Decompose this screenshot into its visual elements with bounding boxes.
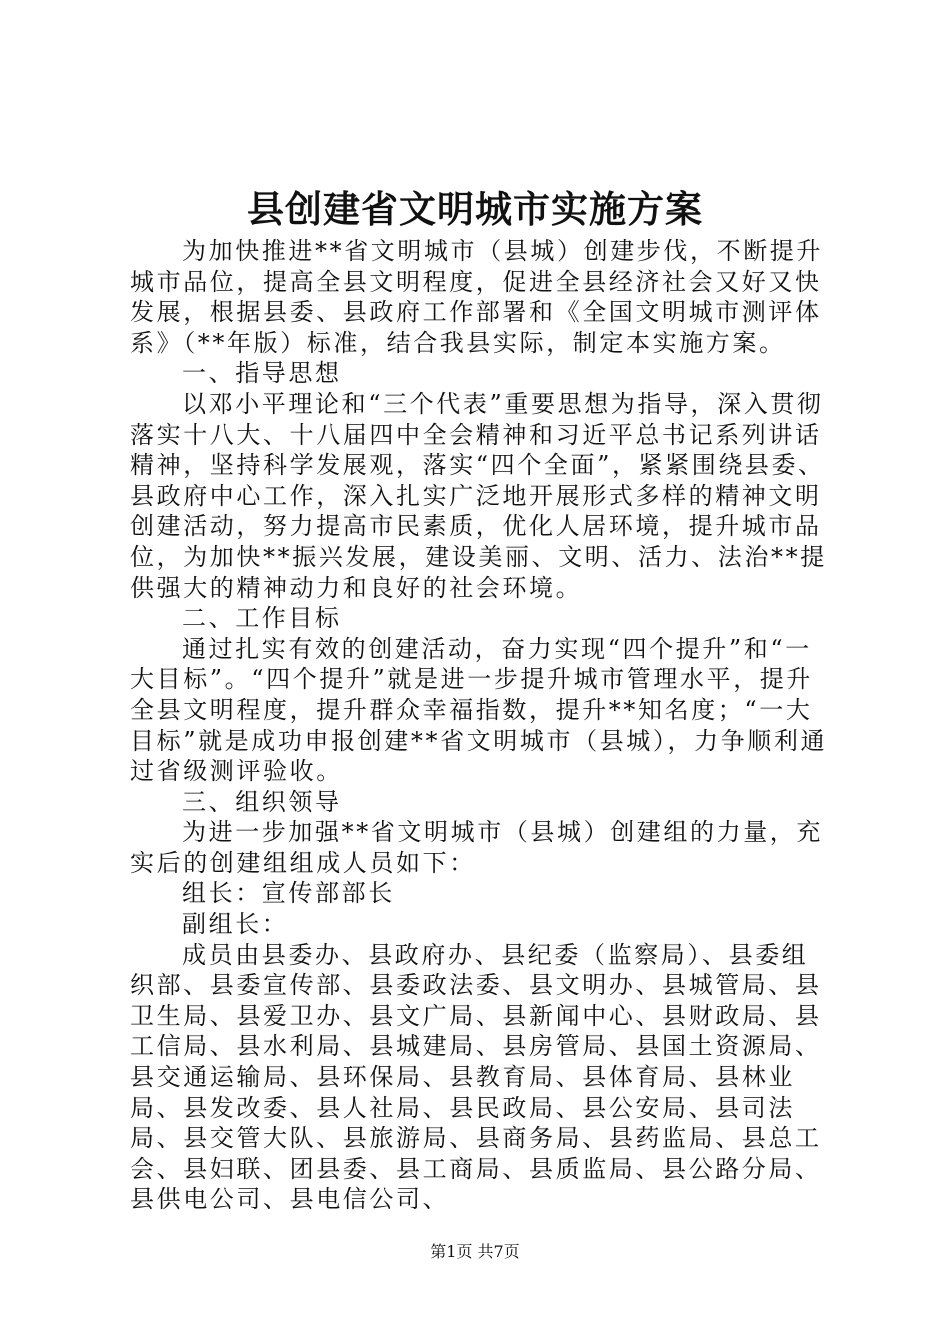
members-paragraph: 成员由县委办、县政府办、县纪委（监察局）、县委组织部、县委宣传部、县委政法委、县文明办、县城管局、县卫生局、县爱卫办、县文广局、县新闻中心、县财政局、县工信局、县水利局、县城建局、县房管局、县国土资源局、县交通运输局、县环保局、县教育局、县体育局、县林业局、县发改委、县人社局、县民政局、县公安局、县司法局、县交管大队、县旅游局、县商务局、县药监局、县总工会、县妇联、团县委、县工商局、县质监局、县公路分局、县供电公司、县电信公司、 [130,940,822,1214]
organization-paragraph: 为进一步加强**省文明城市（县城）创建组的力量，充实后的创建组组成人员如下： [130,818,823,877]
document-body [130,236,830,1215]
deputy-leader-line: 副组长： [182,910,289,939]
work-goals-paragraph: 通过扎实有效的创建活动，奋力实现“四个提升”和“一大目标”。“四个提升”就是进一步提升城市管理水平，提升全县文明程度，提升群众幸福指数，提升**知名度；“一大目标”就是成功申报创建**省文明城市（县城），力争顺利通过省级测评验收。 [130,634,828,786]
page-footer: 第1页 共7页 [430,1242,520,1261]
group-leader-line: 组长：宣传部部长 [182,879,395,908]
section-heading-work-goals: 二、工作目标 [182,604,342,633]
document-title: 县创建省文明城市实施方案 [247,187,703,231]
guiding-thought-paragraph: 以邓小平理论和“三个代表”重要思想为指导，深入贯彻落实十八大、十八届四中全会精神和习近平总书记系列讲话精神，坚持科学发展观，落实“四个全面”，紧紧围绕县委、县政府中心工作，深入扎实广泛地开展形式多样的精神文明创建活动，努力提高市民素质，优化人居环境，提升城市品位，为加快**振兴发展，建设美丽、文明、活力、法治**提供强大的精神动力和良好的社会环境。 [130,389,827,602]
intro-paragraph: 为加快推进**省文明城市（县城）创建步伐，不断提升城市品位，提高全县文明程度，促进全县经济社会又好又快发展，根据县委、县政府工作部署和《全国文明城市测评体系》（**年版）标准，结合我县实际，制定本实施方案。 [130,237,823,357]
section-heading-guiding-thought: 一、指导思想 [182,359,342,388]
section-heading-organization: 三、组织领导 [182,787,342,816]
